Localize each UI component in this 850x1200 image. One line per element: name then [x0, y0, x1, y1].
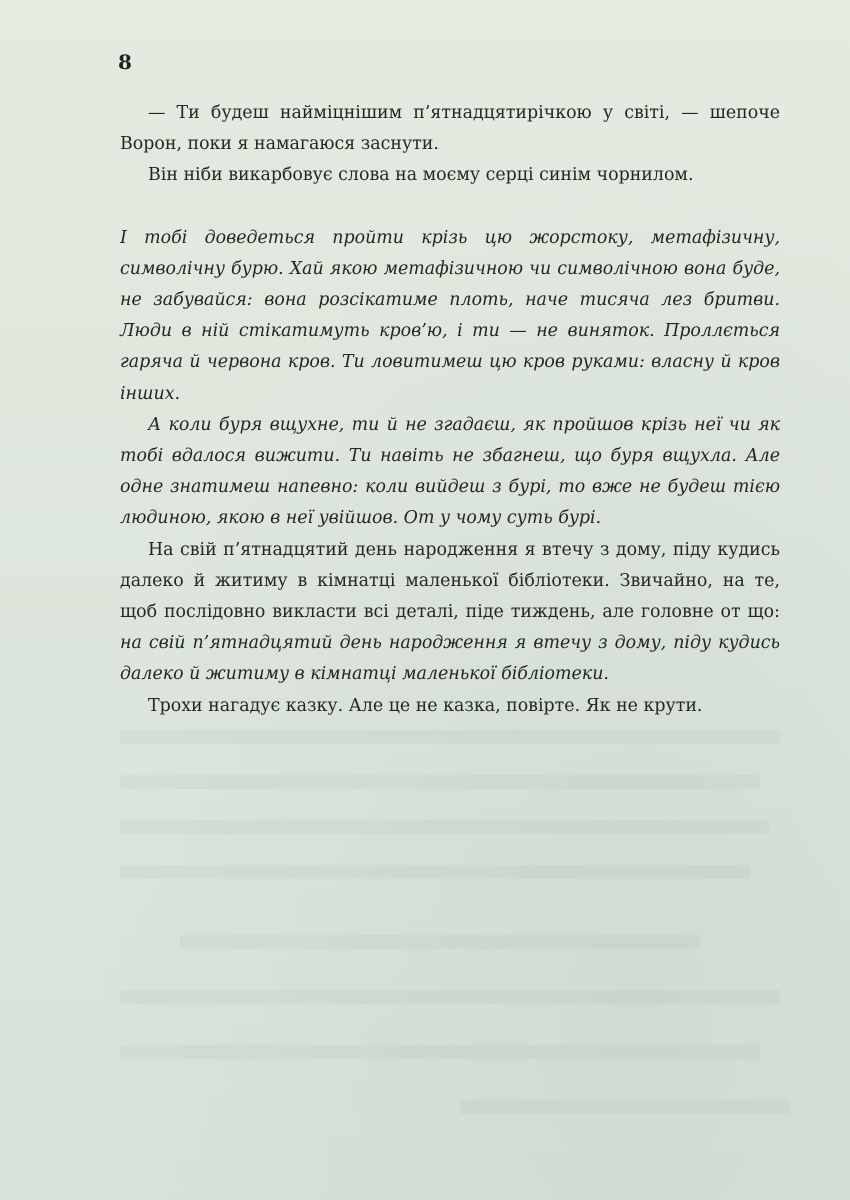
bleed-through-line [460, 1100, 790, 1114]
bleed-through-line [120, 990, 780, 1004]
bleed-through-line [120, 865, 750, 879]
paragraph: Трохи нагадує казку. Але це не казка, повiрте. Як не крути. [148, 695, 703, 716]
bleed-through-line [120, 1045, 760, 1059]
paragraph [120, 535, 780, 691]
paragraph: Вiн нiби викарбовує слова на моєму серцi синiм чорнилом. [148, 165, 694, 186]
italic-paragraph: А коли буря вщухне, ти й не згадаєш, як пройшов крiзь неї чи як тобi вдалося вижити. Ти навiть не збагнеш, що буря вщухла. Але одне знатимеш напевно: коли вийдеш з бурi, то вже не будеш тiєю людиною, якою в неї увiйшов. От у чому суть бурi. [120, 414, 780, 529]
bleed-through-line [120, 730, 780, 744]
paragraph-italic-part: на свiй п’ятнадцятий день народження я втечу з дому, пiду кудись далеко й житиму в кiмнатцi маленької бiблiотеки. [120, 633, 780, 685]
body-text [120, 98, 780, 722]
bleed-through-line [120, 775, 760, 789]
page-number: 8 [118, 50, 132, 74]
bleed-through-line [180, 935, 700, 949]
italic-paragraph: I тобi доведеться пройти крiзь цю жорстоку, метафiзичну, символiчну бурю. Хай якою метафiзичною чи символiчною вона буде, не забувайся: вона розсiкатиме плоть, наче тисяча лез бритви. Люди в нiй стiкатимуть кров’ю, i ти — не виняток. Проллється гаряча й червона кров. Ти ловитимеш цю кров руками: власну й кров iнших. [120, 227, 780, 404]
paragraph: — Ти будеш наймiцнiшим п’ятнадцятирiчкою у свiтi, — шепоче Ворон, поки я намагаюся заснути. [120, 103, 780, 155]
bleed-through-line [120, 820, 770, 834]
paragraph-regular-part: На свiй п’ятнадцятий день народження я втечу з дому, пiду кудись далеко й житиму в кiмнатцi маленької бiблiотеки. Звичайно, на те, щоб послiдовно викласти всi деталi, пiде тиждень, але головне от що: [120, 539, 780, 623]
